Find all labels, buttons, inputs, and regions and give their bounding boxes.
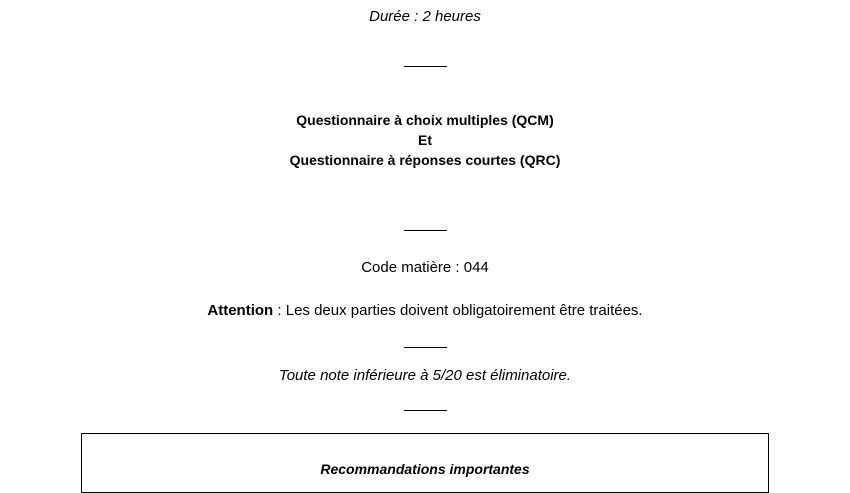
subject-code: Code matière : 044 bbox=[361, 259, 489, 276]
elimination-note: Toute note inférieure à 5/20 est éliminatoire. bbox=[278, 367, 572, 384]
separator-3 bbox=[404, 347, 447, 348]
title-line-and: Et bbox=[418, 132, 432, 148]
exam-title bbox=[0, 110, 850, 170]
attention-text: : Les deux parties doivent obligatoirement être traitées. bbox=[273, 302, 643, 319]
separator-2 bbox=[404, 230, 447, 231]
title-line-qcm: Questionnaire à choix multiples (QCM) bbox=[296, 112, 554, 128]
recommendations-box bbox=[81, 433, 769, 493]
separator-1 bbox=[404, 66, 447, 67]
separator-4 bbox=[404, 410, 447, 411]
attention-line bbox=[0, 302, 850, 320]
recommendations-title: Recommandations importantes bbox=[320, 461, 530, 477]
title-line-qrc: Questionnaire à réponses courtes (QRC) bbox=[289, 152, 561, 168]
exam-duration: Durée : 2 heures bbox=[369, 8, 481, 25]
attention-label: Attention bbox=[207, 302, 274, 319]
